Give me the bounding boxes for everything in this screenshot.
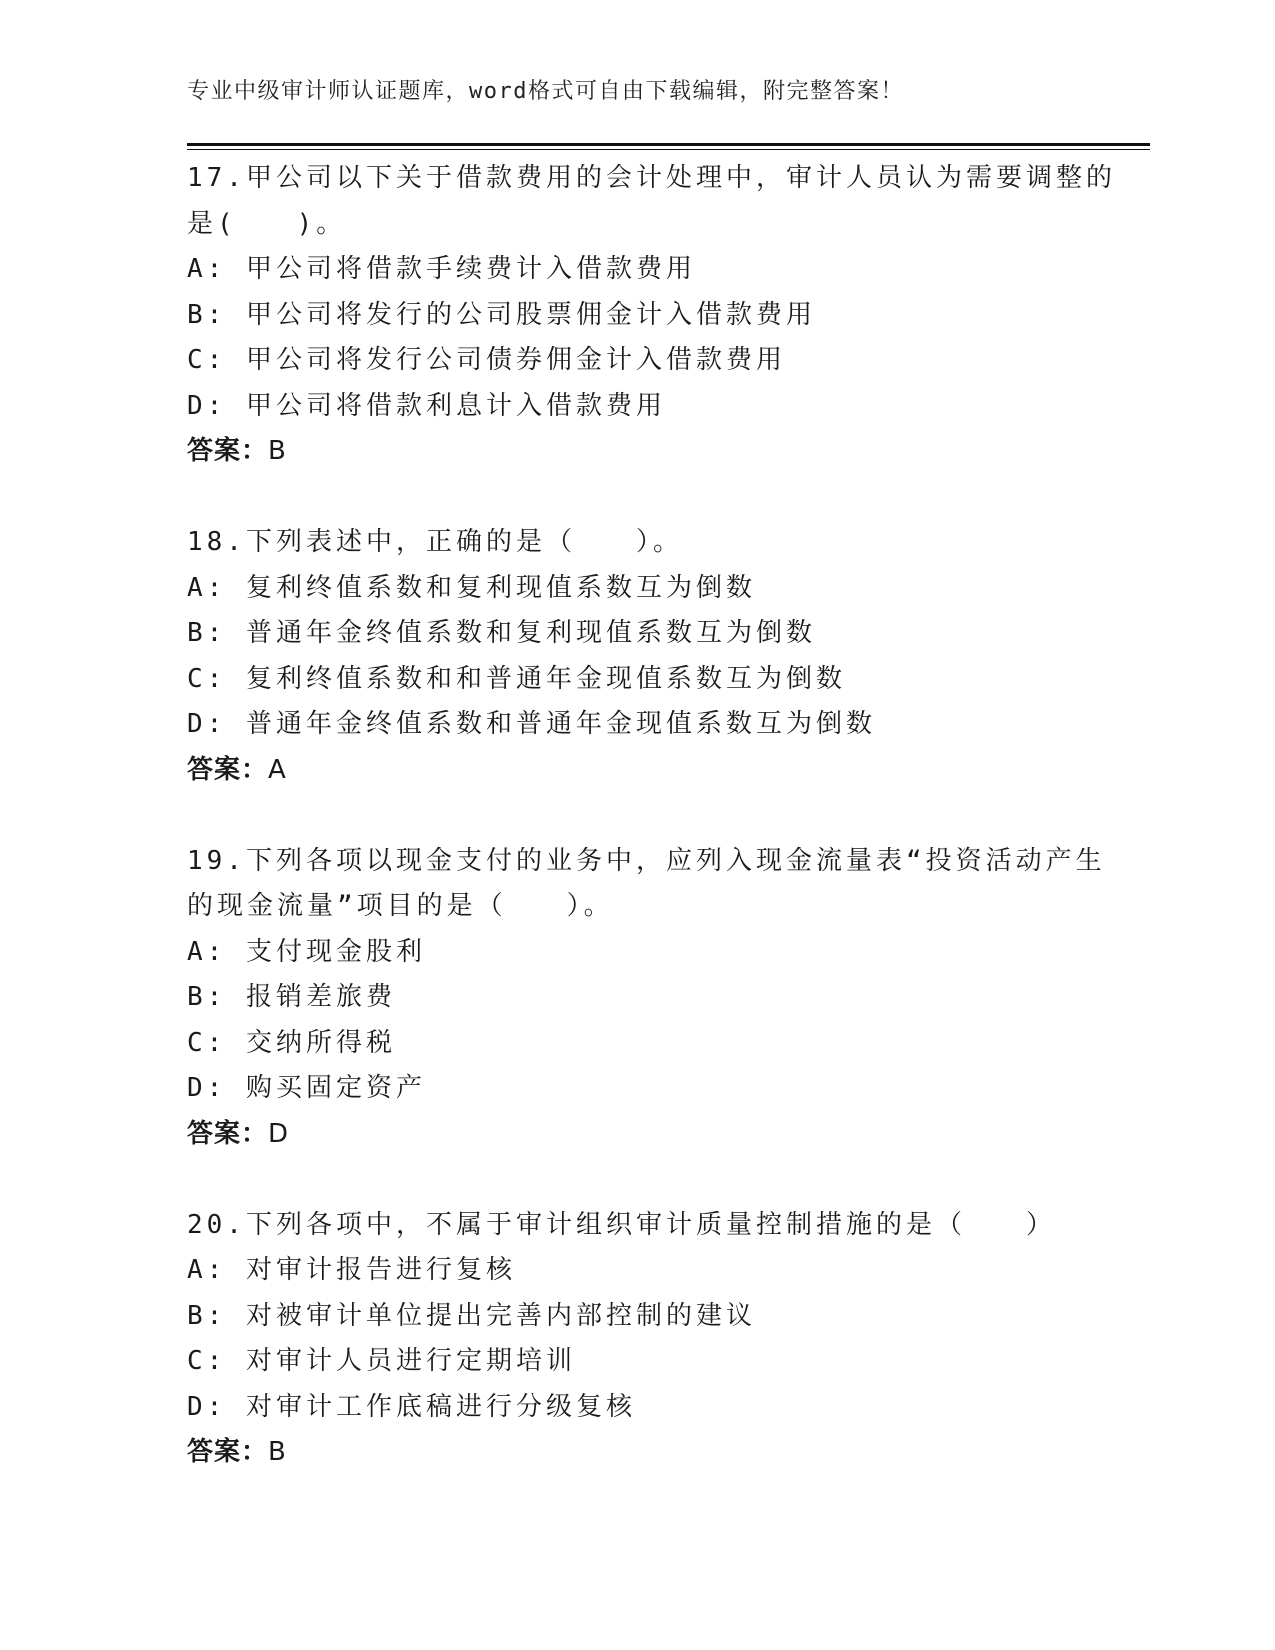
option-b: B: 普通年金终值系数和复利现值系数互为倒数 [187,618,816,648]
answer-value: B [268,1437,287,1467]
question-17 [187,156,1116,475]
option-a: A: 支付现金股利 [187,936,426,967]
answer-line [187,1430,1087,1476]
question-gap [187,1157,1087,1203]
header-rule-thin [187,149,1150,150]
question-19 [187,839,1106,1158]
option-c: C: 对审计人员进行定期培训 [187,1346,576,1376]
question-stem: 是( )。 [187,208,347,239]
option-d: D: 购买固定资产 [187,1073,426,1103]
answer-label: 答案： [187,436,269,466]
question-gap [187,793,1087,839]
option-b: B: 甲公司将发行的公司股票佣金计入借款费用 [187,299,816,330]
option-c: C: 甲公司将发行公司债券佣金计入借款费用 [187,345,786,375]
option-a: A: 甲公司将借款手续费计入借款费用 [187,254,696,284]
answer-value: A [268,754,287,785]
question-18 [187,520,1087,793]
answer-label: 答案： [187,1437,269,1467]
question-list [187,156,1116,1476]
question-20 [187,1203,1087,1476]
option-b: B: 对被审计单位提出完善内部控制的建议 [187,1300,756,1331]
question-gap [187,475,1087,521]
option-c: C: 交纳所得税 [187,1027,396,1058]
header-rule-thick [187,143,1150,146]
page-header: 专业中级审计师认证题库，word格式可自由下载编辑，附完整答案！ [187,79,904,104]
option-b: B: 报销差旅费 [187,982,396,1012]
option-d: D: 甲公司将借款利息计入借款费用 [187,390,666,421]
option-a: A: 复利终值系数和复利现值系数互为倒数 [187,572,756,603]
answer-value: B [268,436,287,466]
question-stem: 19.下列各项以现金支付的业务中，应列入现金流量表“投资活动产生 [187,845,1106,876]
answer-label: 答案： [187,1118,269,1149]
question-stem: 的现金流量”项目的是（ ）。 [187,891,614,921]
question-stem: 18.下列表述中，正确的是（ ）。 [187,527,683,557]
option-a: A: 对审计报告进行复核 [187,1255,516,1285]
option-d: D: 普通年金终值系数和普通年金现值系数互为倒数 [187,709,876,739]
answer-line [187,1112,1087,1158]
answer-label: 答案： [187,754,269,785]
question-stem: 20.下列各项中，不属于审计组织审计质量控制措施的是（ ） [187,1209,1056,1240]
answer-value: D [268,1118,290,1149]
answer-line [187,748,1087,794]
answer-line [187,429,1087,475]
option-d: D: 对审计工作底稿进行分级复核 [187,1391,636,1422]
question-stem: 17.甲公司以下关于借款费用的会计处理中，审计人员认为需要调整的 [187,163,1116,193]
option-c: C: 复利终值系数和和普通年金现值系数互为倒数 [187,663,846,694]
